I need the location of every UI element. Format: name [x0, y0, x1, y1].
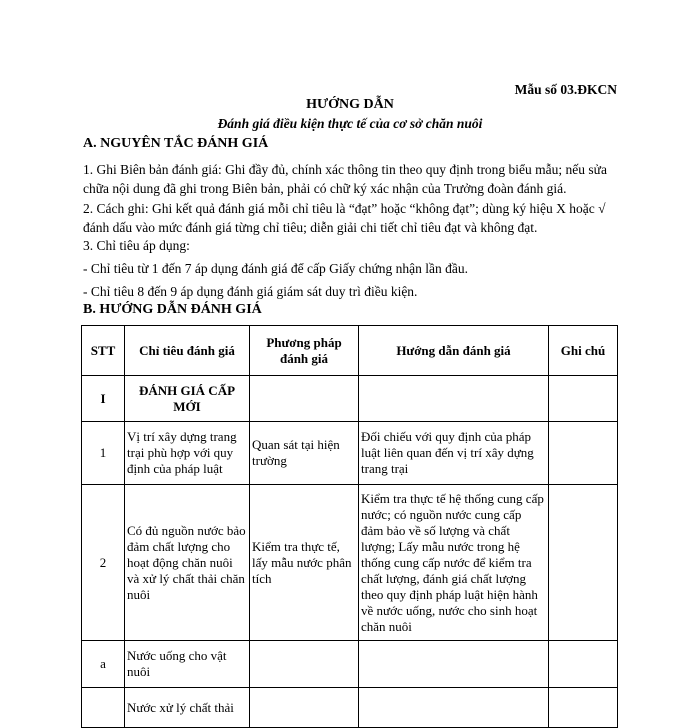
- paragraph-5: - Chỉ tiêu 8 đến 9 áp dụng đánh giá giám sát duy trì điều kiện.: [83, 284, 418, 299]
- header-criterion: Chỉ tiêu đánh giá: [125, 326, 250, 376]
- cell-criterion: Nước uống cho vật nuôi: [125, 641, 250, 688]
- cell-method: [250, 376, 359, 422]
- section-b-heading: B. HƯỚNG DẪN ĐÁNH GIÁ: [83, 302, 262, 317]
- header-guide: Hướng dẫn đánh giá: [359, 326, 549, 376]
- cell-stt: I: [82, 376, 125, 422]
- cell-stt: a: [82, 641, 125, 688]
- cell-method: [250, 641, 359, 688]
- paragraph-3: 3. Chỉ tiêu áp dụng:: [83, 238, 190, 253]
- table-row: [82, 641, 618, 688]
- table-row: [82, 485, 618, 641]
- cell-note: [549, 485, 618, 641]
- document-title: HƯỚNG DẪN: [306, 97, 394, 112]
- section-a-heading: A. NGUYÊN TẮC ĐÁNH GIÁ: [83, 136, 269, 151]
- paragraph-1: 1. Ghi Biên bản đánh giá: Ghi đầy đủ, chính xác thông tin theo quy định trong biểu mẫu; nếu sửa chữa nội dung đã ghi trong Biên bản, phải có chữ ký xác nhận của Trưởng đoàn đánh giá.: [83, 162, 607, 196]
- cell-guide: [359, 641, 549, 688]
- cell-guide: [359, 376, 549, 422]
- cell-method: Quan sát tại hiện trường: [250, 422, 359, 485]
- cell-criterion: Nước xử lý chất thải: [125, 688, 250, 728]
- cell-note: [549, 376, 618, 422]
- cell-guide: Kiểm tra thực tế hệ thống cung cấp nước; có nguồn nước cung cấp đảm bảo về số lượng và chất lượng; Lấy mẫu nước trong hệ thống cung cấp nước để kiểm tra chất lượng, đánh giá chất lượng theo quy định pháp luật hiện hành về nước uống, nước cho sinh hoạt chăn nuôi: [359, 485, 549, 641]
- cell-note: [549, 688, 618, 728]
- table-header-row: [82, 326, 618, 376]
- cell-method: Kiểm tra thực tế, lấy mẫu nước phân tích: [250, 485, 359, 641]
- table-row: [82, 376, 618, 422]
- table-row: [82, 422, 618, 485]
- cell-stt: [82, 688, 125, 728]
- cell-guide: Đối chiếu với quy định của pháp luật liên quan đến vị trí xây dựng trang trại: [359, 422, 549, 485]
- cell-criterion: Vị trí xây dựng trang trại phù hợp với quy định của pháp luật: [125, 422, 250, 485]
- cell-guide: [359, 688, 549, 728]
- cell-note: [549, 641, 618, 688]
- table-row: [82, 688, 618, 728]
- paragraph-2: 2. Cách ghi: Ghi kết quả đánh giá mỗi chỉ tiêu là “đạt” hoặc “không đạt”; dùng ký hiệu X hoặc √ đánh dấu vào mức đánh giá từng chỉ tiêu; diễn giải chi tiết chỉ tiêu đạt và không đạt.: [83, 201, 606, 235]
- cell-stt: 2: [82, 485, 125, 641]
- form-code: Mẫu số 03.ĐKCN: [514, 82, 617, 97]
- evaluation-table: [81, 325, 618, 728]
- header-note: Ghi chú: [549, 326, 618, 376]
- header-stt: STT: [82, 326, 125, 376]
- cell-method: [250, 688, 359, 728]
- document-subtitle: Đánh giá điều kiện thực tế của cơ sở chăn nuôi: [217, 116, 483, 131]
- cell-note: [549, 422, 618, 485]
- header-method: Phương pháp đánh giá: [250, 326, 359, 376]
- paragraph-4: - Chỉ tiêu từ 1 đến 7 áp dụng đánh giá để cấp Giấy chứng nhận lần đầu.: [83, 261, 469, 276]
- cell-criterion: ĐÁNH GIÁ CẤP MỚI: [125, 376, 250, 422]
- cell-criterion: Có đủ nguồn nước bảo đảm chất lượng cho hoạt động chăn nuôi và xử lý chất thải chăn nuôi: [125, 485, 250, 641]
- cell-stt: 1: [82, 422, 125, 485]
